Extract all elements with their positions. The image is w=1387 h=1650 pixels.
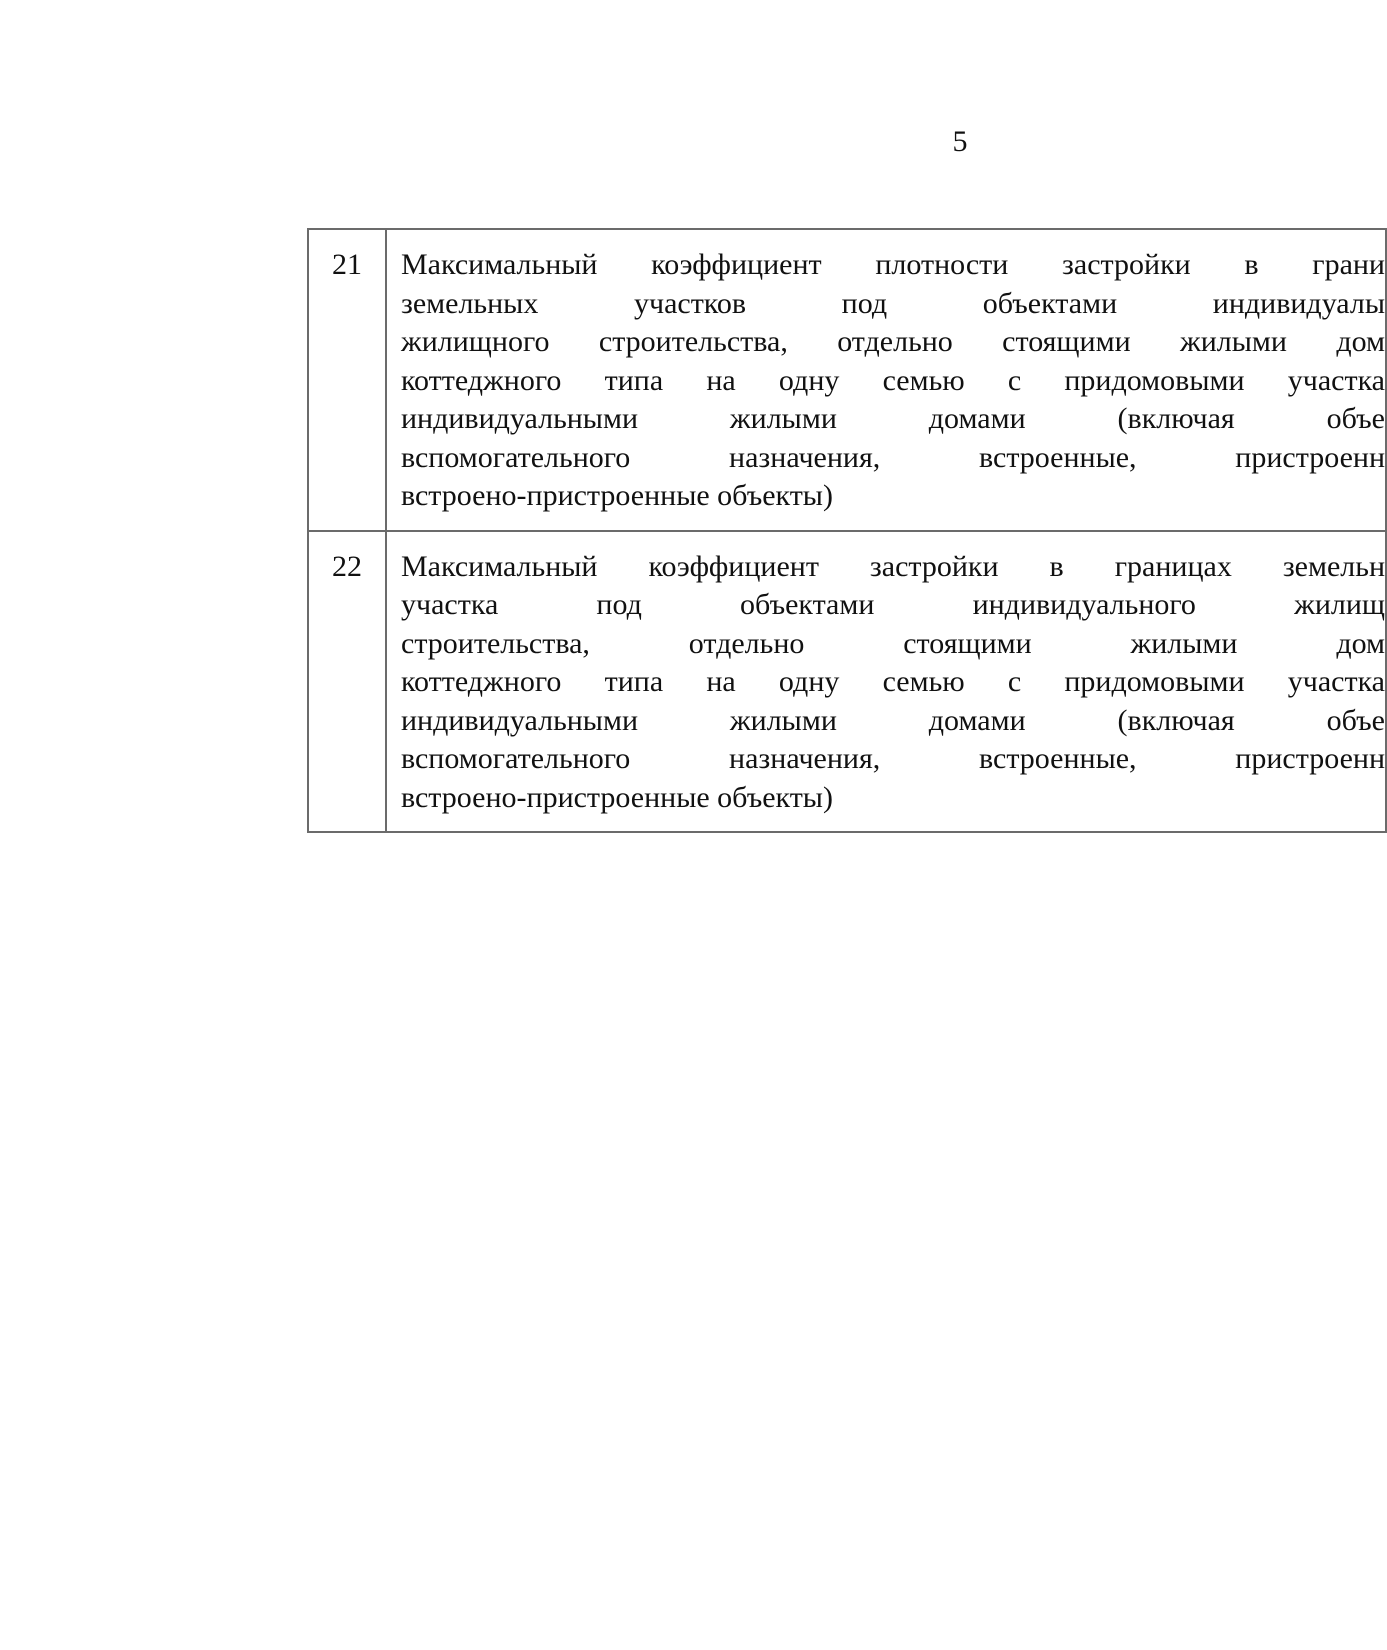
parameters-table (307, 228, 1387, 833)
text-line: встроено-пристроенные объекты) (401, 780, 833, 814)
row-description-cell (386, 531, 1386, 833)
text-line: индивидуальными жилыми домами (включая объе (401, 402, 1385, 435)
text-line: жилищного строительства, отдельно стоящими жилыми дом (401, 325, 1385, 358)
text-line: Максимальный коэффициент плотности застройки в грани (401, 248, 1385, 281)
text-line: Максимальный коэффициент застройки в границах земельн (401, 549, 1385, 583)
text-line: вспомогательного назначения, встроенные, пристроенн (401, 742, 1385, 775)
text-line: участка под объектами индивидуального жилищ (401, 588, 1385, 621)
row-number-cell: 21 (308, 229, 386, 531)
text-line: индивидуальными жилыми домами (включая объе (401, 703, 1385, 737)
text-line: земельных участков под объектами индивидуалы (401, 286, 1385, 320)
row-description-cell (386, 229, 1386, 531)
text-line: коттеджного типа на одну семью с придомовыми участка (401, 363, 1385, 397)
text-line: встроено-пристроенные объекты) (401, 479, 833, 512)
page-number: 5 (952, 125, 968, 158)
text-line: вспомогательного назначения, встроенные, пристроенн (401, 440, 1385, 474)
text-line: строительства, отдельно стоящими жилыми дом (401, 626, 1385, 660)
parameters-table-container (307, 228, 1385, 833)
table-row (308, 531, 1386, 833)
text-line: коттеджного типа на одну семью с придомовыми участка (401, 665, 1385, 698)
row-number-cell: 22 (308, 531, 386, 833)
table-row (308, 229, 1386, 531)
